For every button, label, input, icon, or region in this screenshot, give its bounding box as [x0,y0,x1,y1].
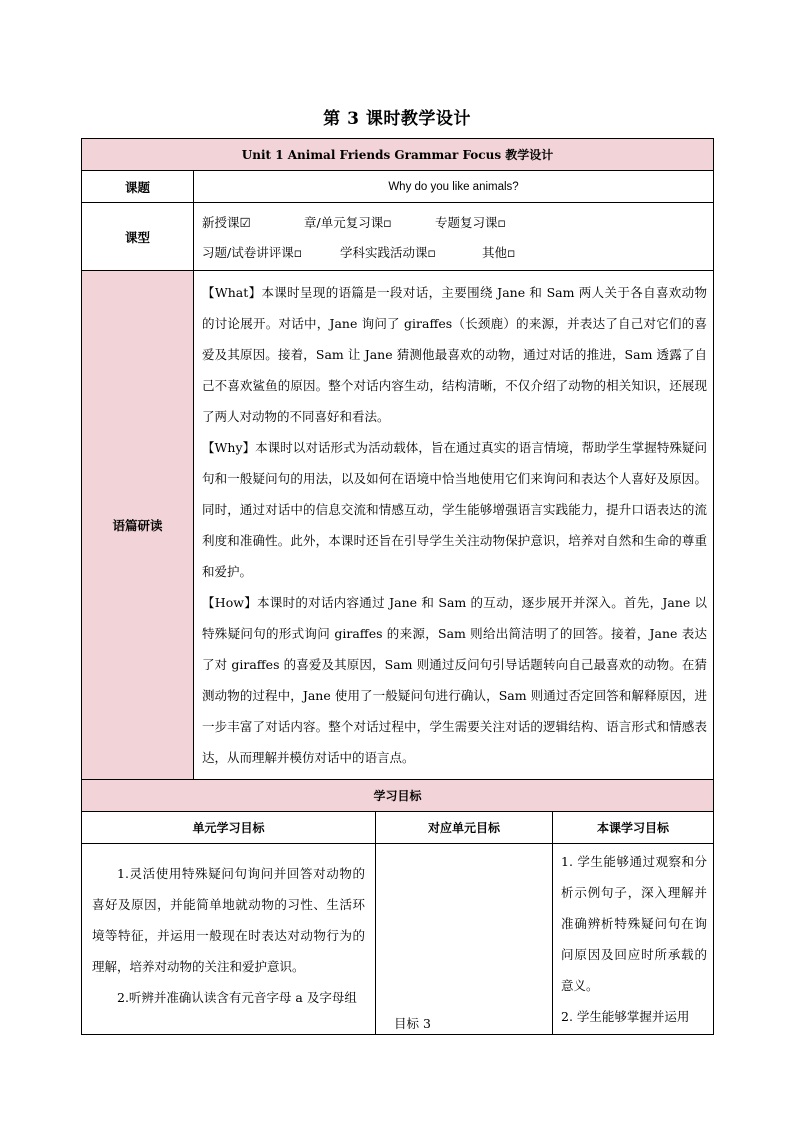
learning-goals-header-row [82,812,714,844]
unit-header: Unit 1 Animal Friends Grammar Focus 教学设计 [82,139,714,171]
topic-value: Why do you like animals? [194,171,714,203]
lesson-type-options [194,203,714,271]
corresponding-goal-cell: 目标 3 [376,844,553,1035]
text-analysis-label: 语篇研读 [82,271,194,780]
unit-header-row [82,139,714,171]
learning-goals-row [82,844,714,1035]
analysis-what: 【What】本课时呈现的语篇是一段对话，主要围绕 Jane 和 Sam 两人关于各自喜欢动物的讨论展开。对话中，Jane 询问了 giraffes（长颈鹿）的来源，并表达了自己对它们的喜爱及其原因。接着，Sam 让 Jane 猜测他最喜欢的动物，通过对话的推进，Sam 透露了自己不喜欢鲨鱼的原因。整个对话内容生动，结构清晰，不仅介绍了动物的相关知识，还展现了两人对动物的不同喜好和看法。 [202,285,708,424]
unit-goals-cell [82,844,376,1035]
lesson-design-table [81,138,714,1035]
lesson-type-option[interactable]: 专题复习课▫ [435,214,506,230]
lesson-goal-item: 2. 学生能够掌握并运用 [561,1009,690,1024]
lesson-type-row [82,203,714,271]
lesson-type-option[interactable]: 章/单元复习课▫ [304,214,392,230]
text-analysis-row [82,271,714,780]
learning-goals-title-row [82,780,714,812]
lesson-goals-header: 本课学习目标 [553,812,714,844]
text-analysis-content [194,271,714,780]
analysis-why: 【Why】本课时以对话形式为活动载体，旨在通过真实的语言情境，帮助学生掌握特殊疑问句和一般疑问句的用法，以及如何在语境中恰当地使用它们来询问和表达个人喜好及原因。同时，通过对话中的信息交流和情感互动，学生能够增强语言实践能力，提升口语表达的流利度和准确性。此外，本课时还旨在引导学生关注动物保护意识，培养对自然和生命的尊重和爱护。 [202,440,708,579]
topic-row [82,171,714,203]
topic-label: 课题 [82,171,194,203]
lesson-type-option[interactable]: 学科实践活动课▫ [340,244,436,260]
lesson-type-option[interactable]: 其他▫ [482,244,516,260]
corresponding-goals-header: 对应单元目标 [376,812,553,844]
learning-goals-title: 学习目标 [82,780,714,812]
analysis-how: 【How】本课时的对话内容通过 Jane 和 Sam 的互动，逐步展开并深入。首先，Jane 以特殊疑问句的形式询问 giraffes 的来源，Sam 则给出简洁明了的回答。接着，Jane 表达了对 giraffes 的喜爱及其原因，Sam 则通过反问句引导话题转向自己最喜欢的动物。在猜测动物的过程中，Jane 使用了一般疑问句进行确认，Sam 则通过否定回答和解释原因，进一步丰富了对话内容。整个对话过程中，学生需要关注对话的逻辑结构、语言形式和情感表达，从而理解并模仿对话中的语言点。 [202,595,708,765]
lesson-type-label: 课型 [82,203,194,271]
unit-goal-item: 2.听辨并准确认读含有元音字母 a 及字母组 [117,990,357,1005]
unit-goal-item: 1.灵活使用特殊疑问句询问并回答对动物的喜好及原因，并能简单地就动物的习性、生活环境等特征，并运用一般现在时表达对动物行为的理解，培养对动物的关注和爱护意识。 [92,866,365,974]
lesson-goals-cell [553,844,714,1035]
lesson-type-option[interactable]: 新授课☑ [202,214,251,230]
lesson-type-option[interactable]: 习题/试卷讲评课▫ [202,244,303,260]
page-title: 第 3 课时教学设计 [323,109,471,129]
unit-goals-header: 单元学习目标 [82,812,376,844]
lesson-goal-item: 1. 学生能够通过观察和分析示例句子，深入理解并准确辨析特殊疑问句在询问原因及回应时所承载的意义。 [561,854,708,993]
